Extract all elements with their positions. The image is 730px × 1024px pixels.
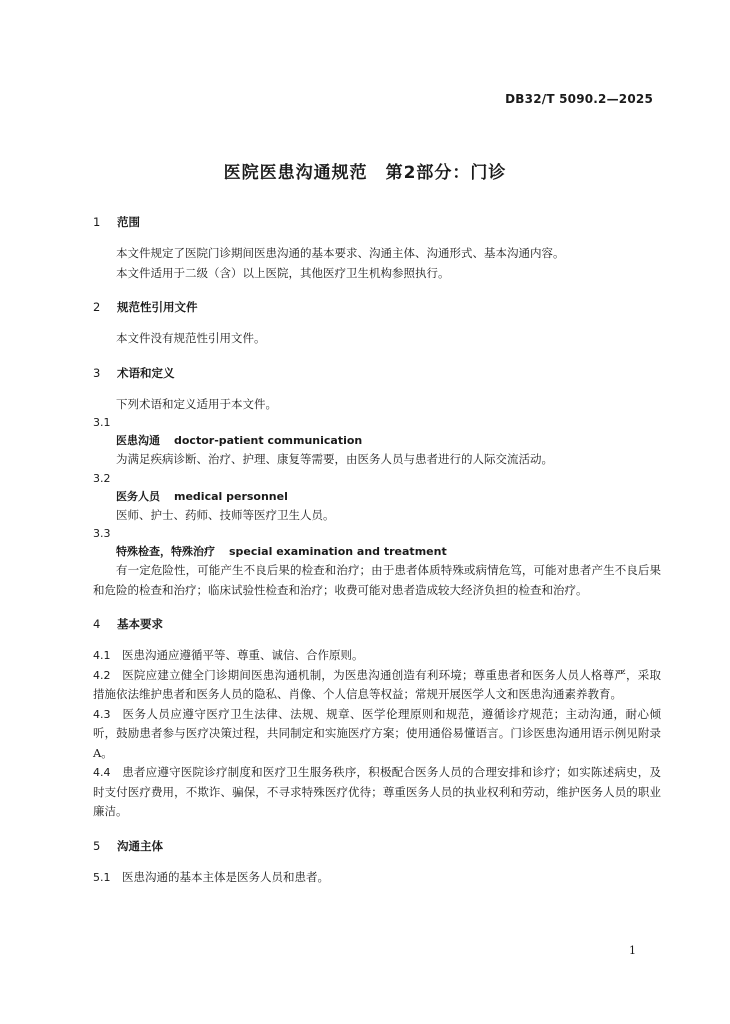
section-title: 基本要求 — [117, 617, 163, 631]
term-en: special examination and treatment — [229, 545, 447, 558]
paragraph: 下列术语和定义适用于本文件。 — [116, 396, 277, 411]
term-cn: 医患沟通 — [116, 434, 160, 447]
section-number: 1 — [93, 215, 101, 229]
term-number: 3.1 — [93, 416, 111, 429]
page-number: 1 — [629, 944, 636, 957]
section-heading-scope — [93, 213, 661, 232]
section-heading-terms — [93, 364, 661, 383]
section-title: 沟通主体 — [117, 838, 163, 853]
section-heading-basic-requirements — [93, 615, 661, 634]
term-name — [93, 432, 661, 450]
clause — [93, 868, 661, 888]
clause — [93, 763, 661, 822]
section-heading-communication-subjects — [93, 837, 661, 856]
clause-text: 医患沟通的基本主体是医务人员和患者。 — [122, 869, 329, 884]
term-en: doctor-patient communication — [174, 434, 363, 447]
clause-number: 4.2 — [93, 668, 111, 682]
term-number: 3.2 — [93, 471, 111, 485]
paragraph: 本文件规定了医院门诊期间医患沟通的基本要求、沟通主体、沟通形式、基本沟通内容。 — [116, 246, 565, 260]
term-definition: 为满足疾病诊断、治疗、护理、康复等需要，由医务人员与患者进行的人际交流活动。 — [116, 452, 553, 466]
clause-number: 5.1 — [93, 870, 111, 884]
document-body — [93, 213, 661, 887]
section-number: 5 — [93, 838, 101, 853]
section-title: 范围 — [117, 215, 140, 229]
term-cn: 特殊检查，特殊治疗 — [116, 545, 215, 558]
paragraph: 本文件没有规范性引用文件。 — [116, 331, 266, 345]
clause-text: 医患沟通应遵循平等、尊重、诚信、合作原则。 — [122, 648, 364, 662]
section-number: 3 — [93, 365, 101, 380]
clause-text: 患者应遵守医院诊疗制度和医疗卫生服务秩序，积极配合医务人员的合理安排和诊疗；如实陈述病史，及时支付医疗费用，不欺诈、骗保，不寻求特殊医疗优待；尊重医务人员的执业权利和劳动，维护医务人员的职业廉洁。 — [93, 765, 661, 818]
term-cn: 医务人员 — [116, 489, 160, 503]
clause-number: 4.1 — [93, 649, 111, 662]
clause-text: 医务人员应遵守医疗卫生法律、法规、规章、医学伦理原则和规范，遵循诊疗规范；主动沟通，耐心倾听，鼓励患者参与医疗决策过程，共同制定和实施医疗方案；使用通俗易懂语言。门诊医患沟通用语示例见附录A。 — [93, 706, 661, 760]
section-title: 规范性引用文件 — [117, 300, 198, 314]
section-number: 2 — [93, 300, 101, 314]
term-en: medical personnel — [174, 489, 288, 503]
document-title: 医院医患沟通规范 第2部分：门诊 — [223, 163, 507, 183]
clause-number: 4.4 — [93, 766, 111, 779]
term-definition: 有一定危险性，可能产生不良后果的检查和治疗；由于患者体质特殊或病情危笃，可能对患者产生不良后果和危险的检查和治疗；临床试验性检查和治疗；收费可能对患者造成较大经济负担的检查和治疗。 — [93, 563, 661, 597]
term-definition: 医师、护士、药师、技师等医疗卫生人员。 — [116, 507, 335, 522]
clause — [93, 666, 661, 705]
clause-number: 4.3 — [93, 707, 111, 721]
standard-code: DB32/T 5090.2—2025 — [505, 92, 653, 106]
section-number: 4 — [93, 617, 101, 631]
term-name — [93, 543, 661, 561]
term-number: 3.3 — [93, 527, 111, 540]
paragraph: 本文件适用于二级（含）以上医院，其他医疗卫生机构参照执行。 — [116, 265, 450, 280]
section-title: 术语和定义 — [117, 365, 175, 380]
section-heading-references — [93, 298, 661, 317]
clause-text: 医院应建立健全门诊期间医患沟通机制，为医患沟通创造有利环境；尊重患者和医务人员人格尊严，采取措施依法维护患者和医务人员的隐私、肖像、个人信息等权益；常规开展医学人文和医患沟通素养教育。 — [93, 667, 661, 701]
clause — [93, 705, 661, 764]
term-name — [93, 488, 661, 506]
clause — [93, 646, 661, 666]
